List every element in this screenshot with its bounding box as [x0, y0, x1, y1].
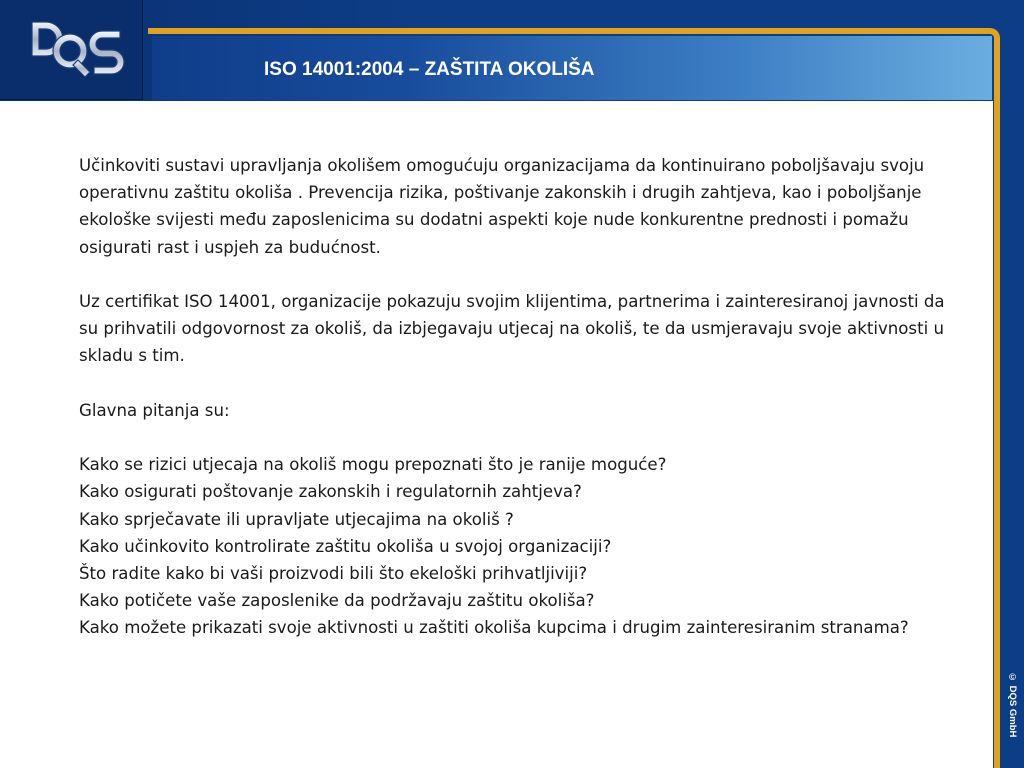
dqs-logo-icon [28, 14, 128, 86]
question-item: Kako osigurati poštovanje zakonskih i regulatornih zahtjeva? [79, 482, 582, 502]
question-item: Kako možete prikazati svoje aktivnosti u zaštiti okoliša kupcima i drugim zainteresiranim stranama? [79, 618, 909, 638]
questions-list [79, 451, 959, 641]
questions-heading: Glavna pitanja su: [79, 400, 230, 420]
question-item: Što radite kako bi vaši proizvodi bili što ekeloški prihvatljiviji? [79, 564, 588, 583]
question-item: Kako sprječavate ili upravljate utjecajima na okoliš ? [79, 509, 514, 529]
dqs-logo [0, 0, 143, 100]
intro-paragraph: Učinkoviti sustavi upravljanja okolišem omogućuju organizacijama da kontinuirano poboljšavaju svoju operativnu zaštitu okoliša . Prevencija rizika, poštivanje zakonskih i drugih zahtjeva, kao i poboljšanje ekološke svijesti među zaposlenicima su dodatni aspekti koje nude konkurentne prednosti i pomažu osigurati rast i uspjeh za budućnost. [79, 156, 925, 257]
question-item: Kako se rizici utjecaja na okoliš mogu prepoznati što je ranije moguće? [79, 455, 667, 475]
certificate-paragraph: Uz certifikat ISO 14001, organizacije pokazuju svojim klijentima, partnerima i zainteresiranoj javnosti da su prihvatili odgovornost za okoliš, da izbjegavaju utjecaj na okoliš, te da usmjeravaju svoje aktivnosti u skladu s tim. [79, 292, 945, 366]
slide-body [79, 152, 959, 642]
question-item: Kako potičete vaše zaposlenike da podržavaju zaštitu okoliša? [79, 591, 595, 611]
copyright-notice: © DQS GmbH [1007, 672, 1018, 738]
question-item: Kako učinkovito kontrolirate zaštitu okoliša u svojoj organizaciji? [79, 536, 612, 556]
page-title: ISO 14001:2004 – ZAŠTITA OKOLIŠA [264, 59, 595, 80]
